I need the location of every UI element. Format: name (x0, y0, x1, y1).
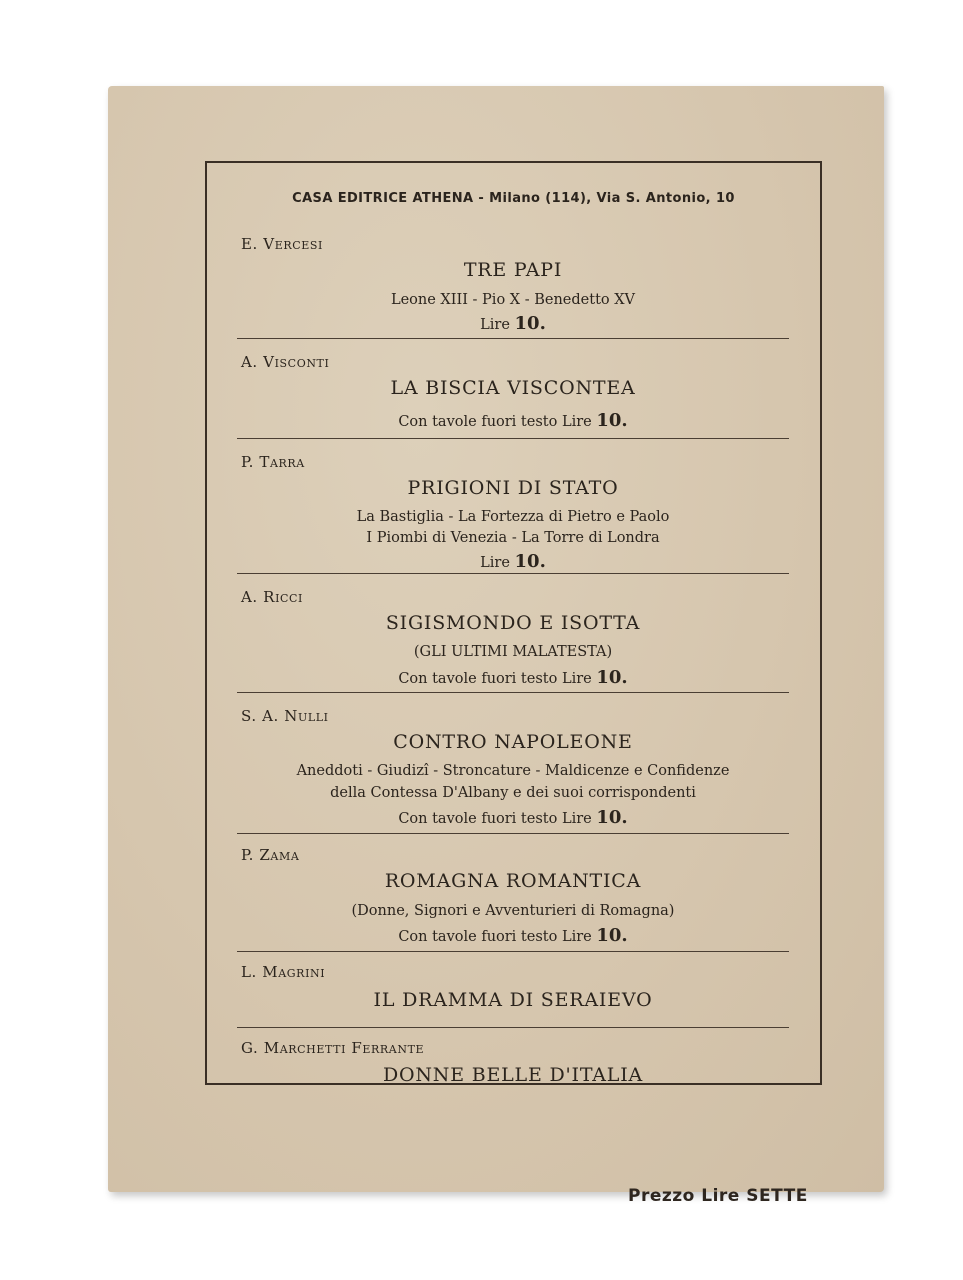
catalog-frame (205, 161, 822, 1085)
price-value: 10. (514, 313, 546, 334)
catalog-entry (237, 963, 789, 1028)
catalog-entry (237, 353, 789, 439)
price-value: 10. (514, 551, 546, 572)
entry-title: CONTRO NAPOLEONE (393, 731, 633, 753)
entry-price (237, 807, 789, 828)
publisher-line: CASA EDITRICE ATHENA - Milano (114), Via S. Antonio, 10 (292, 191, 735, 206)
price-prefix: Con tavole fuori testo Lire (398, 811, 597, 827)
price-value: 10. (596, 410, 628, 431)
entry-author: A. Ricci (241, 588, 303, 606)
entry-price (237, 925, 789, 946)
entry-price (237, 313, 789, 334)
price-footer: Prezzo Lire SETTE (628, 1186, 808, 1206)
entry-subtitle: Leone XIII - Pio X - Benedetto XV (390, 292, 636, 308)
catalog-entry (237, 235, 789, 339)
entry-price (237, 410, 789, 431)
entry-title: PRIGIONI DI STATO (407, 477, 619, 499)
price-prefix: Lire (480, 317, 515, 333)
catalog-entry (237, 453, 789, 574)
entry-subtitle: Aneddoti - Giudizî - Stroncature - Maldicenze e Confidenze (296, 763, 730, 779)
entry-subtitle: (GLI ULTIMI MALATESTA) (413, 644, 613, 660)
entry-author: G. Marchetti Ferrante (241, 1039, 425, 1057)
price-value: 10. (596, 925, 628, 946)
entry-subtitle: La Bastiglia - La Fortezza di Pietro e Paolo (356, 509, 670, 525)
entry-price (237, 667, 789, 688)
price-prefix: Con tavole fuori testo Lire (398, 414, 597, 430)
catalog-entry (237, 707, 789, 834)
entry-subtitle: (Donne, Signori e Avventurieri di Romagna) (351, 903, 675, 919)
price-prefix: Lire (480, 555, 515, 571)
entry-title: ROMAGNA ROMANTICA (384, 870, 642, 892)
catalog-entry (237, 588, 789, 693)
catalog-entry (237, 1039, 789, 1086)
book-back-cover (108, 86, 884, 1206)
entry-title: IL DRAMMA DI SERAIEVO (373, 989, 653, 1011)
entry-price (237, 551, 789, 572)
price-prefix: Con tavole fuori testo Lire (398, 671, 597, 687)
entry-title: SIGISMONDO E ISOTTA (385, 612, 641, 634)
entry-subtitle: I Piombi di Venezia - La Torre di Londra (366, 530, 660, 546)
entry-author: A. Visconti (241, 353, 330, 371)
entry-author: P. Zama (241, 846, 300, 864)
entry-author: P. Tarra (241, 453, 305, 471)
price-prefix: Con tavole fuori testo Lire (398, 929, 597, 945)
entry-author: L. Magrini (241, 963, 326, 981)
entry-title: DONNE BELLE D'ITALIA (382, 1064, 644, 1086)
price-value: 10. (596, 807, 628, 828)
price-value: 10. (596, 667, 628, 688)
entry-title: LA BISCIA VISCONTEA (390, 377, 636, 399)
entry-subtitle: della Contessa D'Albany e dei suoi corrispondenti (330, 785, 696, 801)
catalog-entry (237, 846, 789, 952)
entry-title: TRE PAPI (463, 259, 563, 281)
entry-author: E. Vercesi (241, 235, 323, 253)
entry-author: S. A. Nulli (241, 707, 329, 725)
